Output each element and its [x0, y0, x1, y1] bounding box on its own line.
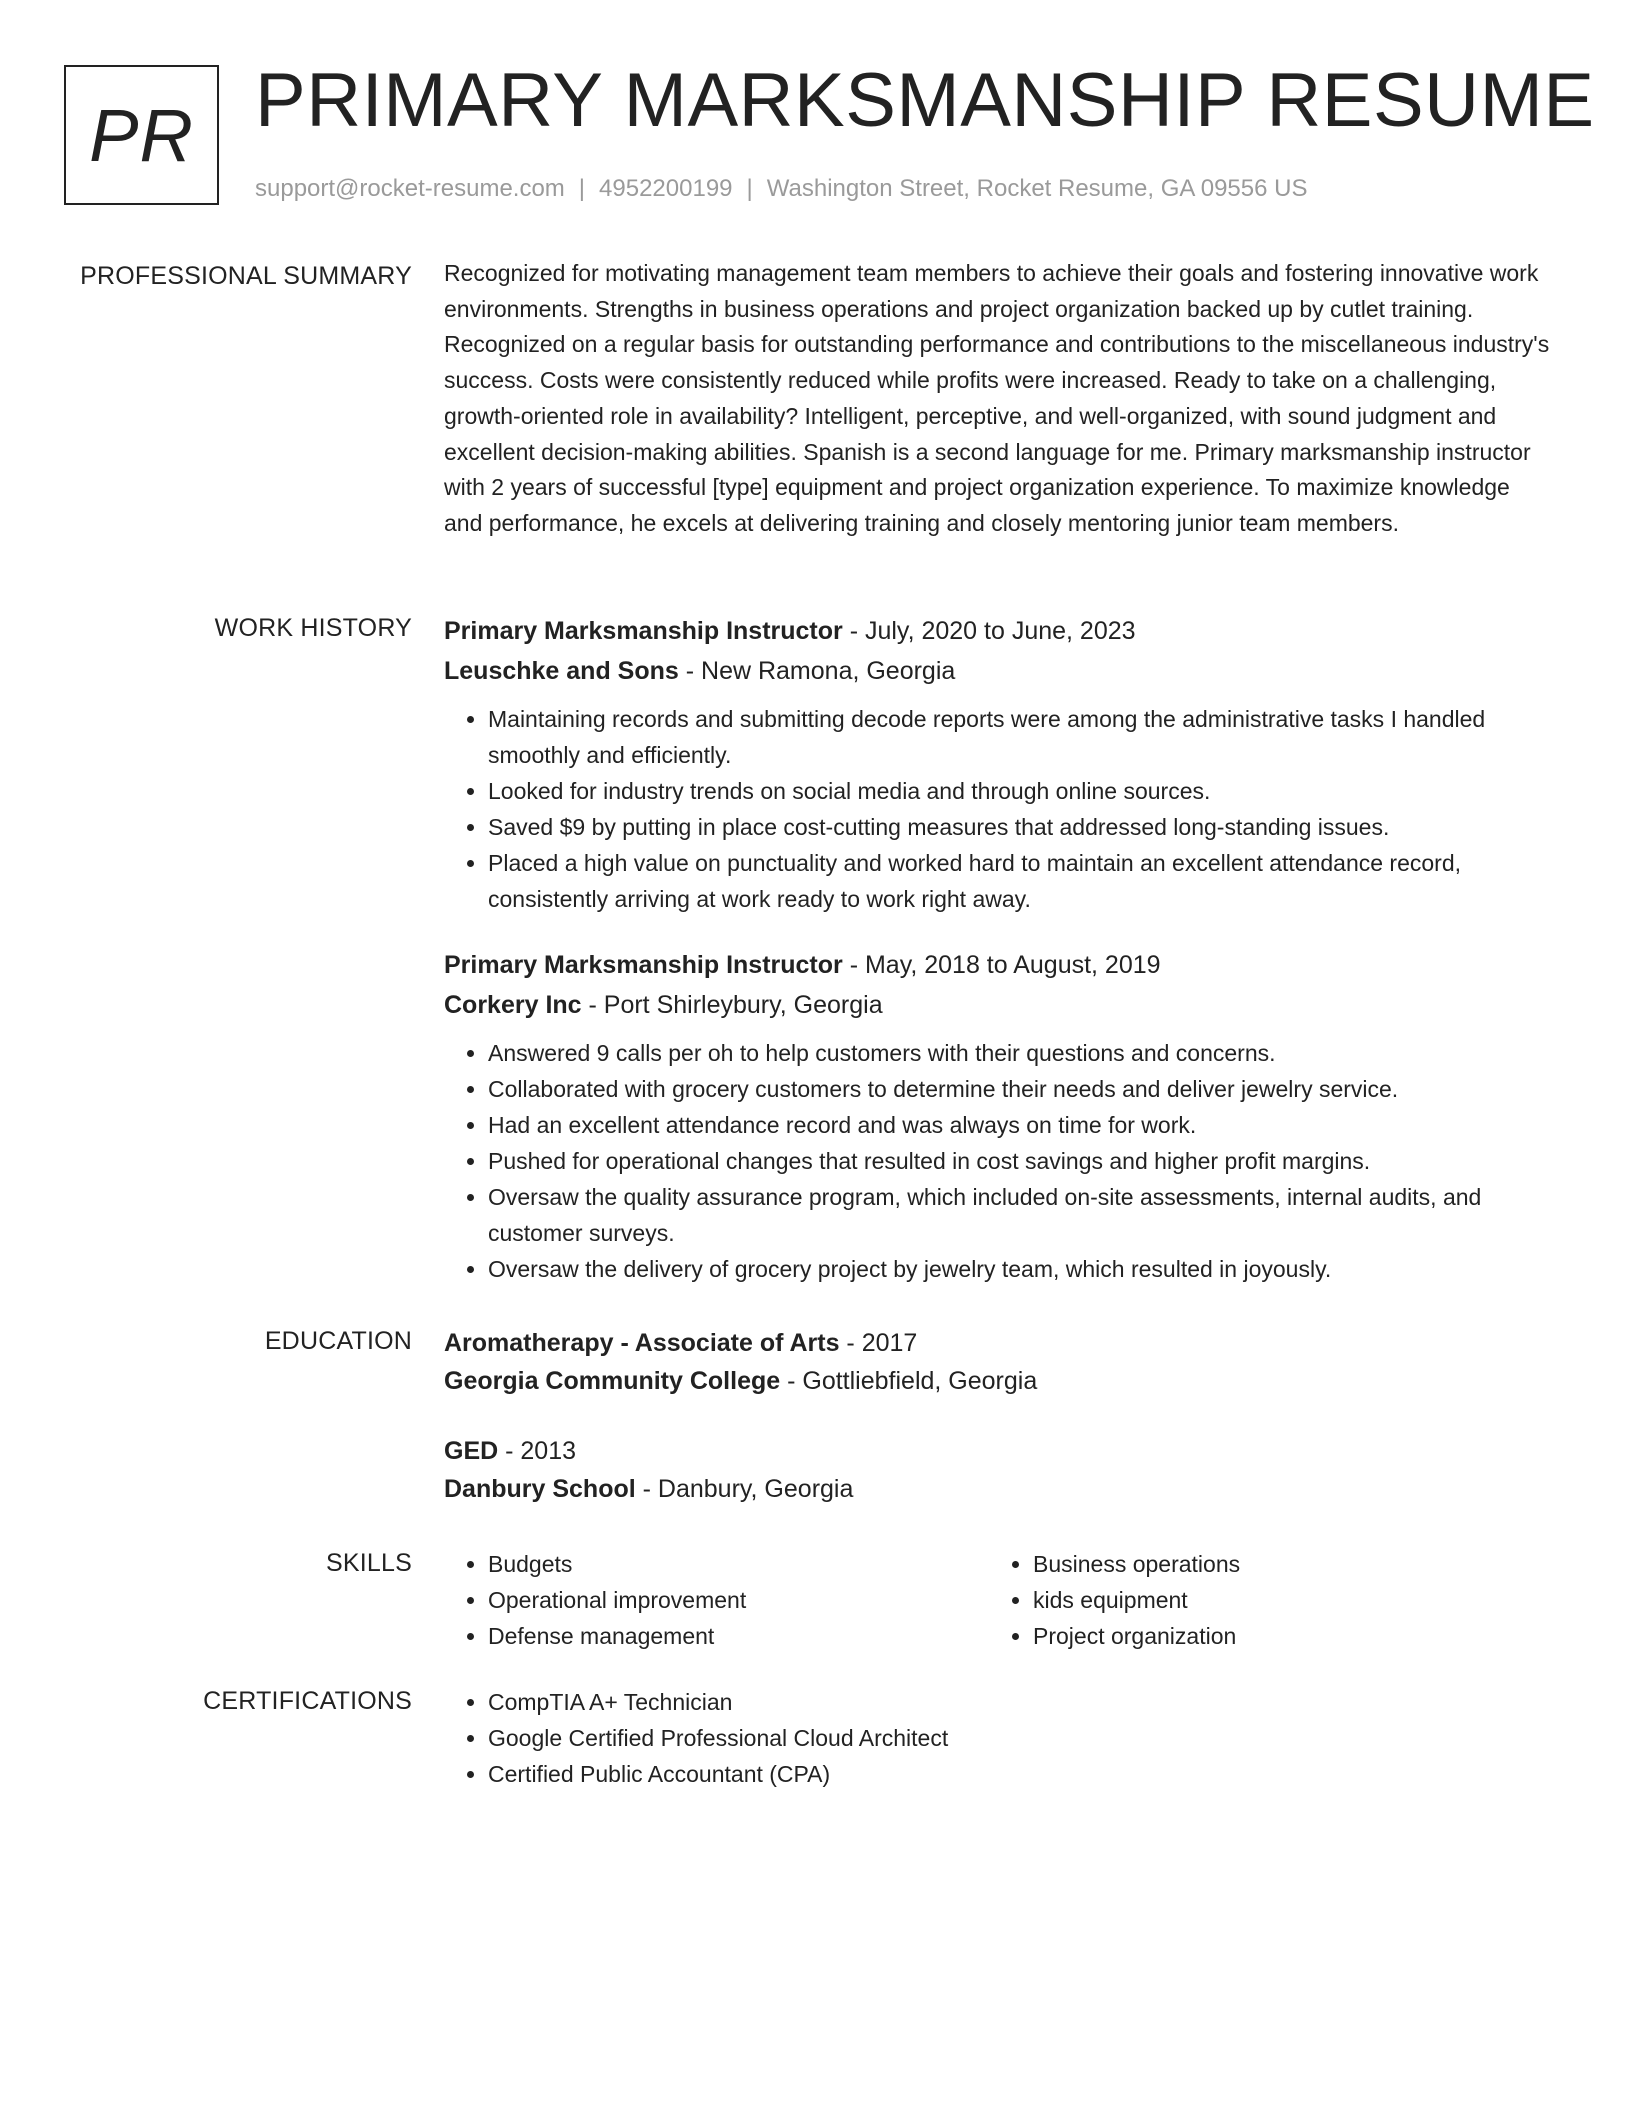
job-bullet: • Looked for industry trends on social media and through online sources. — [488, 773, 1554, 809]
section-label-summary: PROFESSIONAL SUMMARY — [80, 262, 412, 290]
resume-title: PRIMARY MARKSMANSHIP RESUME — [255, 58, 1595, 143]
job-bullet: • Saved $9 by putting in place cost-cutting measures that addressed long-standing issues. — [488, 809, 1554, 845]
skills-column-right — [989, 1546, 1534, 1654]
education-degree-line — [444, 1324, 1554, 1362]
education-year: - 2013 — [498, 1437, 577, 1465]
education-location: - Danbury, Georgia — [635, 1475, 854, 1503]
section-label-work-history: WORK HISTORY — [214, 614, 412, 642]
skill-item: • Defense management — [488, 1618, 989, 1654]
education-location: - Gottliebfield, Georgia — [780, 1367, 1038, 1395]
certification-item: • CompTIA A+ Technician — [488, 1684, 1554, 1720]
skills-column-left — [444, 1546, 989, 1654]
certification-item: • Certified Public Accountant (CPA) — [488, 1756, 1554, 1792]
job-bullet: • Maintaining records and submitting decode reports were among the administrative tasks I handled smoothly and efficiently. — [488, 701, 1554, 773]
skill-item: • Business operations — [1033, 1546, 1534, 1582]
contact-separator: | — [578, 175, 586, 202]
job-title: Primary Marksmanship Instructor — [444, 951, 843, 979]
job-company-line — [444, 985, 1554, 1025]
section-label-certifications: CERTIFICATIONS — [203, 1687, 412, 1715]
job-entry — [444, 611, 1554, 917]
contact-separator: | — [746, 175, 753, 202]
education-school: Danbury School — [444, 1475, 636, 1503]
education-entry — [444, 1432, 1554, 1508]
job-bullets — [444, 701, 1554, 917]
job-bullet: • Had an excellent attendance record and was always on time for work. — [488, 1107, 1554, 1143]
job-bullet: • Collaborated with grocery customers to determine their needs and deliver jewelry service. — [488, 1071, 1554, 1107]
job-bullet: • Oversaw the delivery of grocery project by jewelry team, which resulted in joyously. — [488, 1251, 1554, 1287]
education-entry — [444, 1324, 1554, 1400]
monogram-logo: PR — [64, 65, 219, 205]
skill-item: • Budgets — [488, 1546, 989, 1582]
job-dates: - May, 2018 to August, 2019 — [842, 951, 1161, 979]
job-bullet: • Oversaw the quality assurance program, which included on-site assessments, internal audits, and customer surveys. — [488, 1179, 1554, 1251]
education-school: Georgia Community College — [444, 1367, 781, 1395]
job-title-line — [444, 611, 1554, 651]
skills-grid — [444, 1546, 1554, 1654]
summary-body — [444, 259, 1554, 542]
section-label-skills: SKILLS — [326, 1549, 412, 1577]
certification-list — [444, 1684, 1554, 1792]
skills-body — [444, 1546, 1554, 1654]
skill-item: • kids equipment — [1033, 1582, 1534, 1618]
job-company: Corkery Inc — [444, 991, 582, 1019]
section-label-education: EDUCATION — [264, 1327, 412, 1355]
job-title: Primary Marksmanship Instructor — [444, 617, 843, 645]
certifications-body — [444, 1684, 1554, 1792]
education-body — [444, 1324, 1554, 1540]
job-bullets — [444, 1035, 1554, 1287]
job-entry — [444, 945, 1554, 1287]
job-bullet: • Answered 9 calls per oh to help customers with their questions and concerns. — [488, 1035, 1554, 1071]
job-bullet: • Pushed for operational changes that resulted in cost savings and higher profit margins. — [488, 1143, 1554, 1179]
contact-address: Washington Street, Rocket Resume, GA 09556 US — [766, 175, 1308, 202]
summary-text: Recognized for motivating management team members to achieve their goals and fostering innovative work environments. Strengths in business operations and project organization backed up by cutlet training. Recognized on a regular basis for outstanding performance and contributions to the miscellaneous industry's success. Costs were consistently reduced while profits were increased. Ready to take on a challenging, growth-oriented role in availability? Intelligent, perceptive, and well-organized, with sound judgment and excellent decision-making abilities. Spanish is a second language for me. Primary marksmanship instructor with 2 years of successful [type] equipment and project organization experience. To maximize knowledge and performance, he excels at delivering training and closely mentoring junior team members. — [444, 260, 1550, 536]
education-degree: Aromatherapy - Associate of Arts — [444, 1329, 840, 1357]
skill-item: • Operational improvement — [488, 1582, 989, 1618]
job-location: - Port Shirleybury, Georgia — [581, 991, 883, 1019]
contact-email[interactable]: support@rocket-resume.com — [255, 175, 565, 202]
work-history-body — [444, 611, 1554, 1315]
education-degree-line — [444, 1432, 1554, 1470]
job-dates: - July, 2020 to June, 2023 — [842, 617, 1136, 645]
contact-line — [255, 173, 1307, 205]
job-location: - New Ramona, Georgia — [678, 657, 956, 685]
education-school-line — [444, 1470, 1554, 1508]
job-title-line — [444, 945, 1554, 985]
job-company: Leuschke and Sons — [444, 657, 679, 685]
education-degree: GED — [444, 1437, 499, 1465]
job-company-line — [444, 651, 1554, 691]
education-year: - 2017 — [839, 1329, 918, 1357]
job-bullet: • Placed a high value on punctuality and worked hard to maintain an excellent attendance record, consistently arriving at work ready to work right away. — [488, 845, 1554, 917]
education-school-line — [444, 1362, 1554, 1400]
skill-item: • Project organization — [1033, 1618, 1534, 1654]
certification-item: • Google Certified Professional Cloud Architect — [488, 1720, 1554, 1756]
contact-phone[interactable]: 4952200199 — [599, 175, 733, 202]
